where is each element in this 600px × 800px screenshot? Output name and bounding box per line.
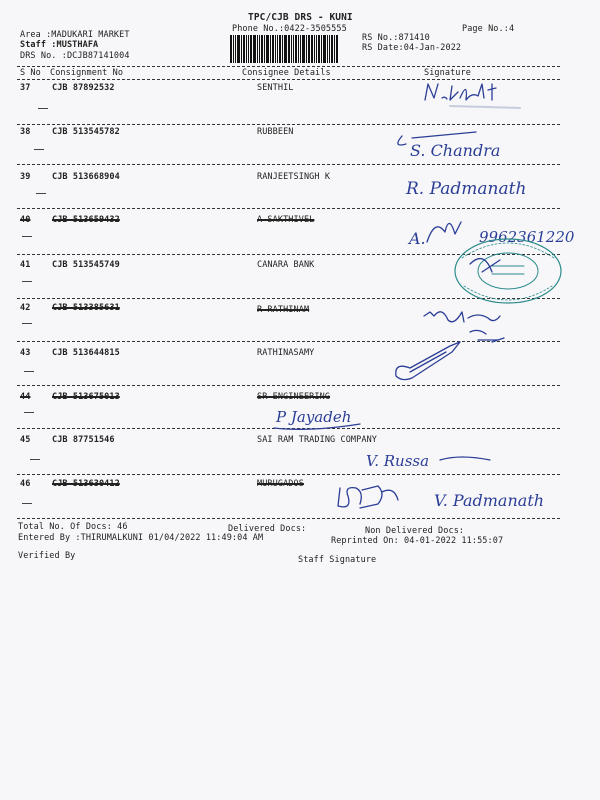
page-number: Page No.:4: [462, 24, 515, 34]
svg-text:R. Padmanath: R. Padmanath: [406, 179, 527, 199]
total-docs: Total No. Of Docs: 46: [18, 522, 128, 532]
row-consignment: CJB 513545749: [52, 260, 120, 270]
svg-text:S. Chandra: S. Chandra: [410, 141, 501, 160]
document-title: TPC/CJB DRS - KUNI: [248, 12, 353, 23]
phone-number: Phone No.:0422-3505555: [232, 24, 347, 34]
non-delivered-docs: Non Delivered Docs:: [365, 526, 465, 536]
row-consignment: CJB 513644815: [52, 348, 120, 358]
row-consignment: CJB 87892532: [52, 83, 115, 93]
signature-row-45: [360, 446, 500, 476]
divider: [17, 66, 560, 67]
barcode: [230, 35, 360, 63]
row-consignee: MURUGADOS: [257, 479, 304, 489]
row-consignment: CJB 513659432: [52, 215, 120, 225]
staff-signature-label: Staff Signature: [298, 555, 377, 565]
row-consignee: R RATHINAM: [257, 305, 310, 315]
column-header-signature: Signature: [424, 68, 471, 78]
row-sno: 41: [20, 260, 31, 270]
rs-date: RS Date:04-Jan-2022: [362, 43, 462, 53]
row-consignment: CJB 513675013: [52, 392, 120, 402]
row-consignee: SAI RAM TRADING COMPANY: [257, 435, 378, 445]
staff-label: Staff :MUSTHAFA: [20, 40, 99, 50]
row-sno: 44: [20, 392, 31, 402]
row-consignment: CJB 513668904: [52, 172, 120, 182]
row-sno: 42: [20, 303, 31, 313]
row-mark: [22, 236, 32, 237]
svg-text:P Jayadeh: P Jayadeh: [276, 408, 352, 426]
row-sno: 39: [20, 172, 31, 182]
row-sno: 40: [20, 215, 31, 225]
row-sno: 38: [20, 127, 31, 137]
divider: [17, 518, 560, 519]
row-consignee: RUBBEEN: [257, 127, 294, 137]
divider: [17, 124, 560, 125]
row-sno: 37: [20, 83, 31, 93]
delivered-docs: Delivered Docs:: [228, 524, 307, 534]
divider: [17, 385, 560, 386]
row-mark: [22, 281, 32, 282]
row-sno: 46: [20, 479, 31, 489]
column-header-sno: S No: [20, 68, 41, 78]
signature-row-46: [430, 484, 560, 518]
signature-row-38: [390, 126, 530, 160]
svg-text:V. Russa: V. Russa: [366, 452, 430, 470]
row-consignee: RATHINASAMY: [257, 348, 315, 358]
row-mark: [22, 503, 32, 504]
row-consignment: CJB 513385631: [52, 303, 120, 313]
svg-text:V. Padmanath: V. Padmanath: [434, 491, 545, 510]
row-mark: [22, 323, 32, 324]
row-mark: [34, 149, 44, 150]
row-mark: [24, 371, 34, 372]
row-sno: 45: [20, 435, 31, 445]
area-label: Area :MADUKARI MARKET: [20, 30, 130, 40]
entered-by: Entered By :THIRUMALKUNI 01/04/2022 11:49:04 AM: [18, 533, 264, 543]
row-consignee: RANJEETSINGH K: [257, 172, 331, 182]
bank-stamp: [452, 236, 564, 306]
divider: [17, 164, 560, 165]
row-mark: [38, 108, 48, 109]
svg-text:A.: A.: [409, 229, 426, 248]
column-header-consignment: Consignment No: [50, 68, 124, 78]
drs-number: DRS No. :DCJB87141004: [20, 51, 130, 61]
row-consignee: SR ENGINEERING: [257, 392, 331, 402]
row-mark: [36, 193, 46, 194]
row-consignment: CJB 513630412: [52, 479, 120, 489]
rs-number: RS No.:871410: [362, 33, 430, 43]
signature-row-44: [270, 398, 390, 432]
signature-row-37: [420, 78, 530, 118]
row-consignee: SENTHIL: [257, 83, 294, 93]
signature-row-43: [390, 338, 470, 388]
svg-text:9962361220: 9962361220: [479, 228, 575, 246]
column-header-consignee: Consignee Details: [242, 68, 331, 78]
verified-by: Verified By: [18, 551, 76, 561]
signature-row-39: [402, 170, 552, 204]
row-consignee: A SAKTHIVEL: [257, 215, 315, 225]
row-consignee: CANARA BANK: [257, 260, 315, 270]
row-mark: [24, 412, 34, 413]
signature-row-46-initials: [330, 480, 410, 516]
reprinted-on: Reprinted On: 04-01-2022 11:55:07: [331, 536, 504, 546]
row-sno: 43: [20, 348, 31, 358]
divider: [17, 208, 560, 209]
row-consignment: CJB 513545782: [52, 127, 120, 137]
row-consignment: CJB 87751546: [52, 435, 115, 445]
row-mark: [30, 459, 40, 460]
